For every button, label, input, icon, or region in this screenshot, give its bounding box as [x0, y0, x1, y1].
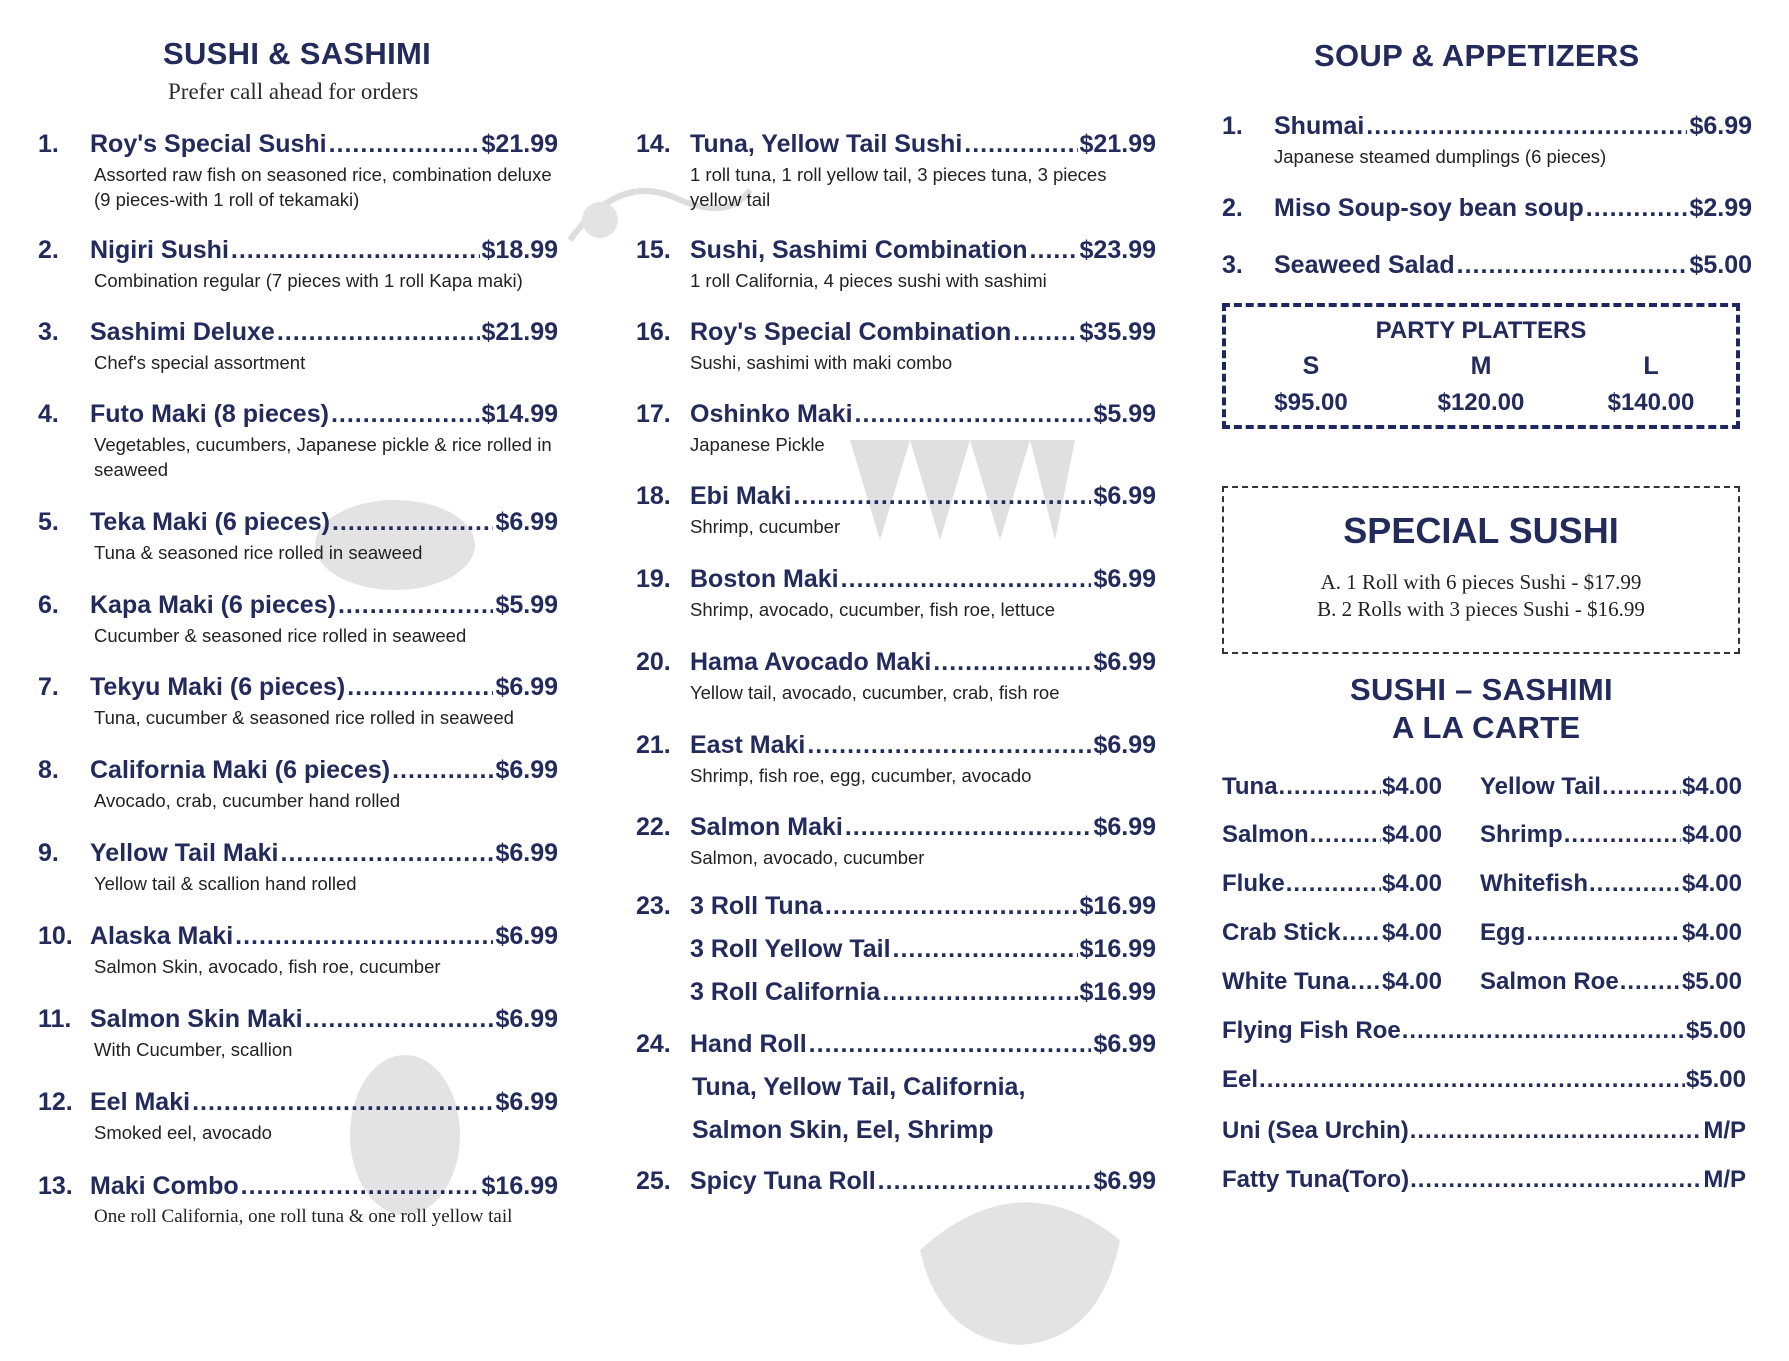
menu-item — [636, 482, 1156, 539]
leader-dots — [277, 318, 480, 347]
leader-dots — [1589, 870, 1681, 898]
item-number: 25. — [636, 1167, 671, 1195]
leader-dots — [332, 508, 494, 537]
leader-dots — [1602, 773, 1681, 801]
leader-dots — [338, 591, 494, 620]
menu-item — [38, 839, 558, 896]
item-name: Seaweed Salad — [1274, 251, 1455, 279]
item-price: $4.00 — [1381, 773, 1442, 800]
item-name: Crab Stick — [1222, 919, 1341, 946]
item-price: $5.00 — [1681, 968, 1742, 995]
item-description: Smoked eel, avocado — [94, 1122, 272, 1143]
item-price: $4.00 — [1381, 870, 1442, 897]
item-name: Fatty Tuna(Toro) — [1222, 1166, 1410, 1193]
leader-dots — [1410, 1117, 1703, 1145]
item-description: Salmon, avocado, cucumber — [690, 847, 925, 868]
leader-dots — [1526, 919, 1681, 947]
item-line — [1222, 251, 1752, 280]
item-line — [38, 1088, 558, 1117]
item-line — [38, 130, 558, 159]
item-price: $14.99 — [481, 400, 558, 428]
alacarte-item — [1222, 1017, 1746, 1045]
leader-dots — [841, 565, 1092, 594]
item-name: Uni (Sea Urchin) — [1222, 1117, 1409, 1144]
special-sushi-box — [1222, 486, 1740, 654]
alacarte-item — [1222, 821, 1442, 849]
leader-dots — [1586, 194, 1688, 223]
leader-dots — [1259, 1066, 1685, 1094]
item-number: 7. — [38, 673, 59, 701]
leader-dots — [1286, 870, 1381, 898]
platter-price: $120.00 — [1437, 389, 1525, 416]
leader-dots — [305, 1005, 494, 1034]
item-price: $23.99 — [1079, 236, 1156, 264]
menu-item — [636, 813, 1156, 870]
menu-item — [636, 892, 1156, 1007]
item-price: $6.99 — [1093, 482, 1156, 510]
item-price: $35.99 — [1079, 318, 1156, 346]
item-number: 12. — [38, 1088, 73, 1116]
leader-dots — [392, 756, 493, 785]
item-name: Sashimi Deluxe — [90, 318, 275, 346]
menu-item — [38, 1005, 558, 1062]
leader-dots — [845, 813, 1092, 842]
item-price: $4.00 — [1381, 968, 1442, 995]
item-number: 5. — [38, 508, 59, 536]
item-number: 3. — [1222, 251, 1243, 279]
item-name: Nigiri Sushi — [90, 236, 229, 264]
menu-item — [38, 130, 558, 212]
menu-item — [636, 565, 1156, 622]
item-price: $16.99 — [1079, 935, 1156, 963]
alacarte-item — [1222, 1166, 1746, 1194]
special-title: SPECIAL SUSHI — [1343, 510, 1619, 551]
item-name: Yellow Tail — [1480, 773, 1601, 800]
menu-item — [38, 318, 558, 375]
item-price: $2.99 — [1689, 194, 1752, 222]
alacarte-item — [1222, 1117, 1746, 1145]
item-price: $4.00 — [1381, 919, 1442, 946]
leader-dots — [281, 839, 494, 868]
item-description: With Cucumber, scallion — [94, 1039, 293, 1060]
alacarte-title: SUSHI – SASHIMI — [1350, 672, 1613, 707]
menu-item — [38, 756, 558, 813]
item-line — [636, 130, 1156, 159]
item-name: Maki Combo — [90, 1172, 239, 1200]
item-description: Shrimp, fish roe, egg, cucumber, avocado — [690, 765, 1032, 786]
special-option: B. 2 Rolls with 3 pieces Sushi - $16.99 — [1317, 597, 1645, 621]
menu-item — [636, 1030, 1156, 1145]
leader-dots — [1351, 968, 1381, 996]
alacarte-item — [1222, 773, 1442, 801]
item-price: $4.00 — [1681, 773, 1742, 800]
leader-dots — [855, 400, 1092, 429]
item-name: Hama Avocado Maki — [690, 648, 932, 676]
item-name: Eel — [1222, 1066, 1259, 1093]
item-name: Egg — [1480, 919, 1526, 946]
leader-dots — [1410, 1166, 1702, 1194]
item-name: Salmon — [1222, 821, 1309, 848]
leader-dots — [192, 1088, 493, 1117]
item-description: Assorted raw fish on seasoned rice, combination deluxe (9 pieces-with 1 roll of tekamaki) — [94, 164, 552, 210]
item-name: Alaska Maki — [90, 922, 234, 950]
item-name: Yellow Tail Maki — [90, 839, 279, 867]
item-number: 2. — [38, 236, 59, 264]
item-price: $6.99 — [1689, 112, 1752, 140]
item-price: $6.99 — [495, 673, 558, 701]
item-line — [38, 400, 558, 429]
leader-dots — [329, 130, 480, 159]
item-price: $5.00 — [1685, 1066, 1746, 1093]
item-name: Eel Maki — [90, 1088, 191, 1116]
menu-item — [1222, 251, 1752, 280]
platter-size: S — [1302, 352, 1320, 380]
item-name: Fluke — [1222, 870, 1285, 897]
item-line — [38, 236, 558, 265]
item-line — [636, 648, 1156, 677]
item-description: 1 roll tuna, 1 roll yellow tail, 3 pieces tuna, 3 pieces yellow tail — [690, 164, 1107, 210]
alacarte-item — [1480, 870, 1742, 898]
leader-dots — [964, 130, 1077, 159]
item-price: $6.99 — [1093, 1167, 1156, 1195]
menu-item — [38, 922, 558, 979]
item-name: Tuna, Yellow Tail Sushi — [690, 130, 963, 158]
item-price: M/P — [1703, 1166, 1746, 1193]
item-line — [636, 813, 1156, 842]
item-number: 18. — [636, 482, 671, 510]
item-number: 1. — [38, 130, 59, 158]
item-name: Salmon Skin Maki — [90, 1005, 303, 1033]
menu-item — [636, 648, 1156, 705]
menu-item — [636, 1167, 1156, 1196]
item-line — [636, 236, 1156, 265]
item-number: 1. — [1222, 112, 1243, 140]
item-name: Roy's Special Combination — [690, 318, 1012, 346]
item-name: East Maki — [690, 731, 806, 759]
section-title: SOUP & APPETIZERS — [1314, 38, 1640, 73]
item-description: One roll California, one roll tuna & one roll yellow tail — [94, 1206, 513, 1227]
item-name: 3 Roll California — [690, 978, 881, 1006]
item-description: Chef's special assortment — [94, 352, 306, 373]
item-description: Yellow tail & scallion hand rolled — [94, 873, 357, 894]
leader-dots — [1366, 112, 1687, 141]
item-price: $5.00 — [1689, 251, 1752, 279]
item-number: 13. — [38, 1172, 73, 1200]
item-name: Whitefish — [1480, 870, 1588, 897]
item-description: Shrimp, avocado, cucumber, fish roe, lettuce — [690, 599, 1056, 620]
item-description: Yellow tail, avocado, cucumber, crab, fish roe — [690, 682, 1060, 703]
item-number: 20. — [636, 648, 671, 676]
leader-dots — [807, 731, 1091, 760]
item-line — [1222, 194, 1752, 223]
item-name: Boston Maki — [690, 565, 839, 593]
item-number: 8. — [38, 756, 59, 784]
item-name: Salmon Maki — [690, 813, 843, 841]
item-line — [636, 482, 1156, 511]
item-price: $6.99 — [1093, 565, 1156, 593]
item-description: Shrimp, cucumber — [690, 516, 841, 537]
item-price: $16.99 — [481, 1172, 558, 1200]
item-number: 10. — [38, 922, 73, 950]
item-name: Miso Soup-soy bean soup — [1274, 194, 1584, 222]
item-line — [38, 318, 558, 347]
item-name: Tekyu Maki (6 pieces) — [90, 673, 346, 701]
leader-dots — [1310, 821, 1381, 849]
subtitle: Prefer call ahead for orders — [168, 79, 419, 104]
item-number: 6. — [38, 591, 59, 619]
item-number: 24. — [636, 1030, 671, 1058]
item-price: $21.99 — [1079, 130, 1156, 158]
item-description: Combination regular (7 pieces with 1 roll Kapa maki) — [94, 270, 523, 291]
item-price: $6.99 — [495, 922, 558, 950]
item-number: 23. — [636, 892, 671, 920]
section-title: SUSHI & SASHIMI — [163, 36, 432, 71]
item-number: 21. — [636, 731, 671, 759]
item-line — [38, 756, 558, 785]
item-price: $18.99 — [481, 236, 558, 264]
leader-dots — [231, 236, 480, 265]
menu-item — [38, 1088, 558, 1145]
item-price: $6.99 — [1093, 731, 1156, 759]
item-description: Avocado, crab, cucumber hand rolled — [94, 790, 401, 811]
item-name: Sushi, Sashimi Combination — [690, 236, 1028, 264]
item-number: 19. — [636, 565, 671, 593]
item-price: $6.99 — [495, 756, 558, 784]
item-name: White Tuna — [1222, 968, 1350, 995]
leader-dots — [1030, 236, 1078, 265]
item-name: Shumai — [1274, 112, 1365, 140]
menu-item — [636, 400, 1156, 457]
menu-item — [38, 591, 558, 648]
item-price: $6.99 — [1093, 1030, 1156, 1058]
item-name: Shrimp — [1480, 821, 1563, 848]
item-description: Tuna & seasoned rice rolled in seaweed — [94, 542, 423, 563]
leader-dots — [235, 922, 493, 951]
leader-dots — [241, 1172, 480, 1201]
item-description: Salmon Skin, avocado, fish roe, cucumber — [94, 956, 441, 977]
item-name: Ebi Maki — [690, 482, 792, 510]
item-name: Tuna — [1222, 773, 1278, 800]
menu-item — [636, 130, 1156, 212]
item-price: $16.99 — [1079, 892, 1156, 920]
item-number: 2. — [1222, 194, 1243, 222]
item-line — [38, 591, 558, 620]
menu-item — [636, 236, 1156, 293]
leader-dots — [1013, 318, 1077, 347]
alacarte-item — [1222, 870, 1442, 898]
item-name: Futo Maki (8 pieces) — [90, 400, 329, 428]
leader-dots — [347, 673, 493, 702]
item-description: Vegetables, cucumbers, Japanese pickle & rice rolled in seaweed — [94, 434, 552, 480]
item-description: Japanese steamed dumplings (6 pieces) — [1274, 146, 1607, 167]
menu-item — [38, 236, 558, 293]
platter-size: L — [1643, 352, 1659, 380]
item-line — [636, 400, 1156, 429]
leader-dots — [1279, 773, 1381, 801]
alacarte-item — [1222, 919, 1442, 947]
item-price: $6.99 — [495, 839, 558, 867]
item-description: 1 roll California, 4 pieces sushi with sashimi — [690, 270, 1047, 291]
item-number: 14. — [636, 130, 671, 158]
item-description: Salmon Skin, Eel, Shrimp — [692, 1116, 994, 1144]
item-name: 3 Roll Tuna — [690, 892, 823, 920]
item-description: Cucumber & seasoned rice rolled in seaweed — [94, 625, 467, 646]
item-price: $4.00 — [1381, 821, 1442, 848]
item-name: Salmon Roe — [1480, 968, 1619, 995]
alacarte-subtitle: A LA CARTE — [1392, 710, 1581, 745]
item-number: 4. — [38, 400, 59, 428]
item-price: $4.00 — [1681, 821, 1742, 848]
leader-dots — [1564, 821, 1681, 849]
item-line — [1222, 112, 1752, 141]
item-name: Flying Fish Roe — [1222, 1017, 1401, 1044]
item-number: 15. — [636, 236, 671, 264]
item-description: Tuna, cucumber & seasoned rice rolled in seaweed — [94, 707, 514, 728]
item-price: $6.99 — [1093, 813, 1156, 841]
platter-size: M — [1470, 352, 1492, 380]
item-line — [636, 318, 1156, 347]
leader-dots — [933, 648, 1091, 677]
item-line — [38, 922, 558, 951]
item-price: $5.99 — [495, 591, 558, 619]
item-line — [636, 565, 1156, 594]
item-line — [38, 839, 558, 868]
menu-item — [38, 508, 558, 565]
leader-dots — [1457, 251, 1688, 280]
alacarte-item — [1480, 821, 1742, 849]
item-price: $6.99 — [495, 1005, 558, 1033]
platters-title: PARTY PLATTERS — [1375, 317, 1587, 344]
alacarte-item — [1480, 919, 1742, 947]
item-number: 11. — [38, 1005, 72, 1033]
menu-item — [38, 1172, 558, 1229]
item-price: $6.99 — [495, 508, 558, 536]
item-price: $16.99 — [1079, 978, 1156, 1006]
item-description: Sushi, sashimi with maki combo — [690, 352, 953, 373]
item-name: Spicy Tuna Roll — [690, 1167, 876, 1195]
menu-item — [636, 731, 1156, 788]
item-line — [38, 1005, 558, 1034]
leader-dots — [1342, 919, 1381, 947]
item-number: 17. — [636, 400, 671, 428]
item-price: $21.99 — [481, 318, 558, 346]
item-number: 16. — [636, 318, 671, 346]
item-price: $5.00 — [1685, 1017, 1746, 1044]
platter-price: $140.00 — [1607, 389, 1695, 416]
item-name: Oshinko Maki — [690, 400, 853, 428]
item-description: Japanese Pickle — [690, 434, 825, 455]
item-price: $4.00 — [1681, 919, 1742, 946]
alacarte-item — [1480, 773, 1742, 801]
item-price: $21.99 — [481, 130, 558, 158]
item-number: 22. — [636, 813, 671, 841]
menu-item — [636, 318, 1156, 375]
item-name: Roy's Special Sushi — [90, 130, 327, 158]
item-description: Tuna, Yellow Tail, California, — [692, 1073, 1026, 1101]
alacarte-item — [1222, 1066, 1746, 1094]
item-line — [38, 673, 558, 702]
menu-item — [1222, 194, 1752, 223]
item-price: $5.99 — [1093, 400, 1156, 428]
item-number: 9. — [38, 839, 59, 867]
party-platters-box — [1222, 303, 1740, 429]
item-name: California Maki (6 pieces) — [90, 756, 391, 784]
leader-dots — [793, 482, 1091, 511]
item-line — [38, 1172, 558, 1201]
item-number: 3. — [38, 318, 59, 346]
item-price: $6.99 — [1093, 648, 1156, 676]
leader-dots — [331, 400, 480, 429]
platter-price: $95.00 — [1274, 389, 1348, 416]
item-price: M/P — [1703, 1117, 1746, 1144]
menu-item — [1222, 112, 1752, 169]
item-price: $4.00 — [1681, 870, 1742, 897]
item-name: Hand Roll — [690, 1030, 807, 1058]
item-name: Teka Maki (6 pieces) — [90, 508, 330, 536]
item-line — [38, 508, 558, 537]
item-line — [636, 731, 1156, 760]
leader-dots — [1402, 1017, 1685, 1045]
menu-item — [38, 400, 558, 482]
alacarte-item — [1480, 968, 1742, 996]
alacarte-item — [1222, 968, 1442, 996]
leader-dots — [1620, 968, 1681, 996]
item-name: 3 Roll Yellow Tail — [690, 935, 891, 963]
item-name: Kapa Maki (6 pieces) — [90, 591, 336, 619]
special-option: A. 1 Roll with 6 pieces Sushi - $17.99 — [1320, 570, 1642, 594]
item-price: $6.99 — [495, 1088, 558, 1116]
menu-item — [38, 673, 558, 730]
